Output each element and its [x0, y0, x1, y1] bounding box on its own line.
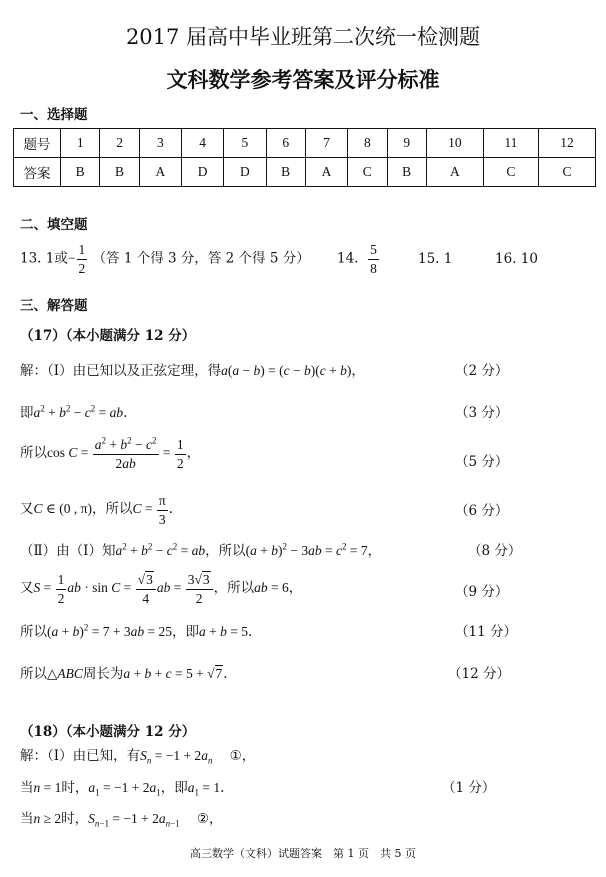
- formula: C ∈ (0 , π): [33, 501, 92, 517]
- section-heading-choice: 一、选择题: [20, 107, 88, 123]
- question-number: 7: [305, 129, 347, 158]
- answer-cell: D: [224, 158, 266, 187]
- q13-fraction: $\frac{1}{2}$: [78, 242, 86, 276]
- score-label: （3 分）: [455, 405, 509, 421]
- solution-line: 当n ≥ 2时，$S_{n-1} = -1 + 2a_{n-1}$ ②，: [20, 811, 223, 829]
- answer-cell: A: [305, 158, 347, 187]
- solution-line: 又S = $\frac{1}{2}$ ab · sin C = $\frac{√3}{4}$ ab = $\frac{3√3}{2}$ ，所以ab = 6，: [20, 572, 303, 606]
- answer-table: [13, 128, 596, 187]
- score-label: （5 分）: [455, 454, 509, 470]
- answer-cell: B: [100, 158, 139, 187]
- q14-number: 14.: [337, 250, 359, 267]
- question-number: 4: [182, 129, 224, 158]
- answer-cell: B: [387, 158, 426, 187]
- solution-line: 又C ∈ (0 , π)，所以C = $\frac{\pi}{3}$ .: [20, 493, 173, 527]
- solution-line: 解：（Ⅰ）由已知，有$S_n = -1 + 2a_n$ ①，: [20, 748, 256, 766]
- solution-line: （Ⅱ）由（Ⅰ）知$a^2 + b^2 - c^2$ = ab，所以$(a + b)^2 - 3ab = c^2 = 7$，: [20, 541, 382, 559]
- score-label: （12 分）: [448, 666, 510, 682]
- table-row-answers: [14, 158, 596, 187]
- solution-line: 所以$(a + b)^2 = 7 + 3ab = 25$，即a + b = 5.: [20, 622, 253, 640]
- section-heading-solution: 三、解答题: [20, 298, 88, 314]
- answer-cell: B: [266, 158, 305, 187]
- formula: n = 1: [33, 780, 62, 795]
- formula: $(a + b)^2 = 7 + 3ab = 25$: [47, 622, 172, 639]
- score-label: （9 分）: [455, 584, 509, 600]
- q13-prefix: 1或: [45, 250, 68, 267]
- answer-cell: C: [348, 158, 387, 187]
- answer-cell: A: [139, 158, 181, 187]
- score-label: （8 分）: [468, 543, 522, 559]
- score-label: （6 分）: [455, 503, 509, 519]
- fill-answer-14: [337, 243, 380, 275]
- row-label-number: 题号: [14, 129, 61, 158]
- formula: △ABC: [47, 666, 83, 681]
- question-number: 5: [224, 129, 266, 158]
- q14-fraction: $\frac{5}{8}$: [370, 242, 377, 276]
- formula: ab = 6: [254, 580, 289, 596]
- document-title: 2017 届高中毕业班第二次统一检测题: [125, 25, 481, 49]
- formula: cos C = $\frac{a^2 + b^2 - c^2}{2ab}$ = $\frac{1}{2}$: [47, 435, 184, 471]
- question-number: 9: [387, 129, 426, 158]
- question-number: 10: [426, 129, 483, 158]
- formula: C = $\frac{\pi}{3}$: [132, 493, 166, 527]
- question-number: 11: [483, 129, 538, 158]
- section-heading-fill: 二、填空题: [20, 217, 88, 233]
- answer-cell: A: [426, 158, 483, 187]
- solution-line: 当n = 1时，$a_1 = -1 + 2a_1$，即$a_1 = 1$.: [20, 780, 225, 798]
- question-number: 3: [139, 129, 181, 158]
- q13-note: （答 1 个得 3 分，答 2 个得 5 分）: [92, 250, 310, 267]
- formula: a(a − b) = (c − b)(c + b): [221, 363, 352, 378]
- q13-minus: −: [67, 250, 76, 266]
- fill-answer-15: 15. 1: [418, 251, 453, 267]
- formula: $S_n = -1 + 2a_n$: [140, 748, 213, 766]
- formula: n ≥ 2: [33, 811, 62, 826]
- formula: $a_1 = -1 + 2a_1$: [88, 780, 161, 798]
- formula: $S_{n-1} = -1 + 2a_{n-1}$: [88, 811, 180, 829]
- formula: $a^2 + b^2 - c^2$ = ab: [33, 403, 124, 420]
- answer-cell: D: [182, 158, 224, 187]
- q13-number: 13.: [20, 250, 42, 267]
- score-label: （1 分）: [442, 780, 496, 796]
- answer-cell: B: [61, 158, 100, 187]
- formula: S = $\frac{1}{2}$ ab · sin C = $\frac{√3}{4}$ ab = $\frac{3√3}{2}$: [34, 580, 214, 595]
- answer-cell: C: [538, 158, 595, 187]
- question-number: 8: [348, 129, 387, 158]
- score-label: （2 分）: [455, 363, 509, 379]
- question-number: 6: [266, 129, 305, 158]
- question-number: 1: [61, 129, 100, 158]
- solution-line: 解：（Ⅰ）由已知以及正弦定理，得a(a − b) = (c − b)(c + b)，: [20, 363, 365, 379]
- solution-line: 即$a^2 + b^2 - c^2$ = ab.: [20, 403, 128, 421]
- q17-heading: （17）（本小题满分 12 分）: [20, 328, 196, 344]
- formula: a + b + c = 5 + √7: [123, 666, 223, 681]
- table-row-numbers: [14, 129, 596, 158]
- q18-heading: （18）（本小题满分 12 分）: [20, 724, 196, 740]
- formula: $a^2 + b^2 - c^2$ = ab: [115, 541, 206, 558]
- answer-cell: C: [483, 158, 538, 187]
- formula: $a_1 = 1$: [187, 780, 221, 798]
- question-number: 2: [100, 129, 139, 158]
- page-footer: 高三数学（文科）试题答案 第 1 页 共 5 页: [190, 847, 416, 860]
- formula: $(a + b)^2 - 3ab = c^2 = 7$: [245, 541, 368, 558]
- solution-line: 所以cos C = $\frac{a^2 + b^2 - c^2}{2ab}$ = $\frac{1}{2}$ ，: [20, 435, 201, 471]
- solution-line: 所以△ABC周长为a + b + c = 5 + √7.: [20, 666, 228, 682]
- fill-answer-16: 16. 10: [495, 251, 538, 267]
- fill-answer-13: [20, 243, 310, 275]
- question-number: 12: [538, 129, 595, 158]
- row-label-answer: 答案: [14, 158, 61, 187]
- document-subtitle: 文科数学参考答案及评分标准: [166, 67, 440, 92]
- formula: a + b = 5: [198, 624, 248, 639]
- score-label: （11 分）: [455, 624, 517, 640]
